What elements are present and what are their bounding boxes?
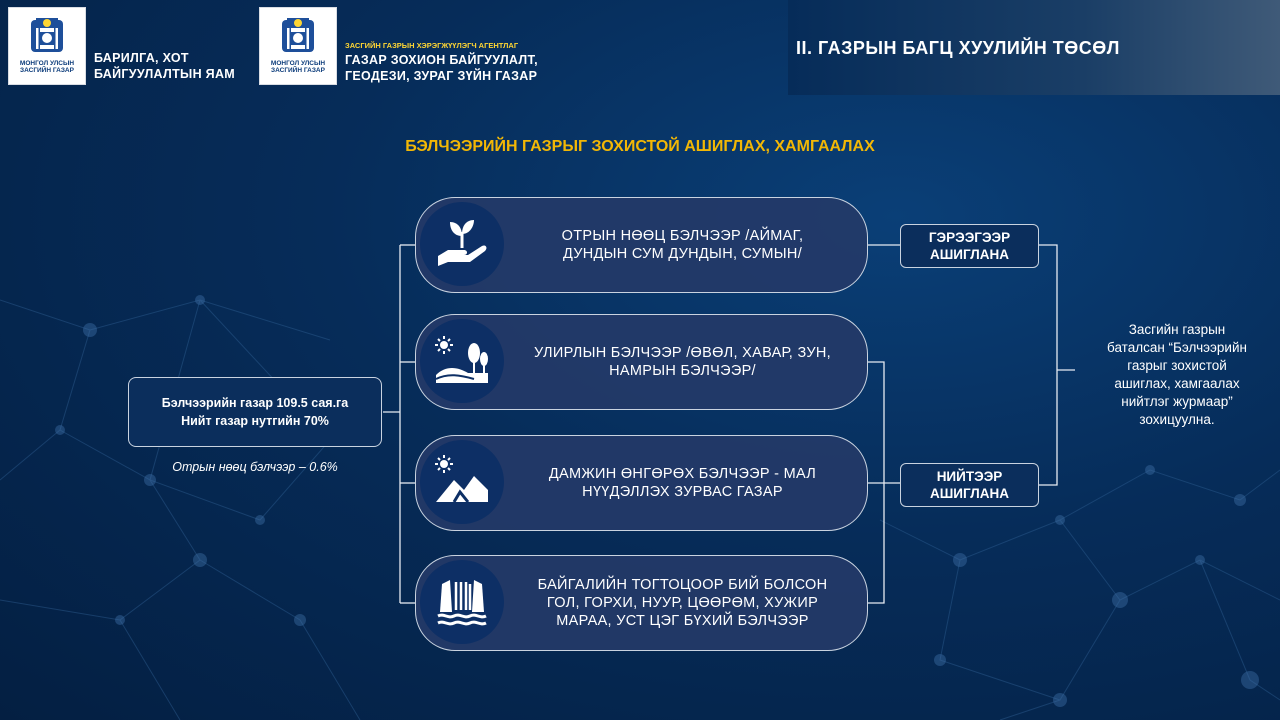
diagram-subtitle: БЭЛЧЭЭРИЙН ГАЗРЫГ ЗОХИСТОЙ АШИГЛАХ, ХАМГААЛАХ	[405, 138, 875, 155]
category-reserve-pasture	[415, 197, 868, 293]
logo-caption: МОНГОЛ УЛСЫН ЗАСГИЙН ГАЗАР	[270, 60, 326, 74]
category-label-line: УЛИРЛЫН БЭЛЧЭЭР /ӨВӨЛ, ХАВАР, ЗУН,	[534, 345, 831, 361]
usage-label-line: АШИГЛАНА	[929, 486, 1010, 501]
category-label-line: НҮҮДЭЛЛЭХ ЗУРВАС ГАЗАР	[582, 484, 783, 500]
usage-label-line: АШИГЛАНА	[929, 247, 1010, 262]
category-seasonal-pasture	[415, 314, 868, 410]
hand-plant-icon	[430, 212, 494, 276]
usage-label-line: ГЭРЭЭГЭЭР	[928, 230, 1011, 245]
category-transit-pasture	[415, 435, 868, 531]
category-label-line: МАРАА, УСТ ЦЭГ БҮХИЙ БЭЛЧЭЭР	[556, 613, 809, 629]
category-label-line: ОТРЫН НӨӨЦ БЭЛЧЭЭР /АЙМАГ,	[561, 228, 804, 244]
category-label-line: ДУНДЫН СУМ ДУНДЫН, СУМЫН/	[562, 246, 803, 262]
pasture-area-text: Бэлчээрийн газар 109.5 сая.га	[161, 396, 349, 410]
usage-label-line: НИЙТЭЭР	[936, 469, 1003, 484]
category-label-line: ДАМЖИН ӨНГӨРӨХ БЭЛЧЭЭР - МАЛ	[548, 466, 817, 482]
category-label-line: БАЙГАЛИЙН ТОГТОЦООР БИЙ БОЛСОН	[537, 577, 828, 593]
mountain-sun-icon	[430, 450, 494, 514]
agency-small-label: ЗАСГИЙН ГАЗРЫН ХЭРЭГЖҮҮЛЭГЧ АГЕНТЛАГ	[345, 41, 519, 50]
header-title: II. ГАЗРЫН БАГЦ ХУУЛИЙН ТӨСӨЛ	[796, 38, 1120, 58]
agency-name: ГАЗАР ЗОХИОН БАЙГУУЛАЛТ, ГЕОДЕЗИ, ЗУРАГ ЗҮЙН ГАЗАР	[345, 53, 538, 83]
ministry-name: БАРИЛГА, ХОТ БАЙГУУЛАЛТЫН ЯАМ	[94, 51, 235, 81]
pasture-total-box	[128, 377, 382, 447]
pasture-share-text: Нийт газар нутгийн 70%	[181, 414, 329, 428]
seasonal-pasture-icon	[430, 329, 494, 393]
reserve-pasture-note: Отрын нөөц бэлчээр – 0.6%	[172, 460, 338, 474]
category-label-line: ГОЛ, ГОРХИ, НУУР, ЦӨӨРӨМ, ХУЖИР	[546, 595, 819, 611]
public-usage-box	[900, 463, 1039, 507]
category-label-line: НАМРЫН БЭЛЧЭЭР/	[609, 363, 756, 379]
regulation-text: Засгийн газрын баталсан “Бэлчээрийн газрыг зохистой ашиглах, хамгаалах нийтлэг журмаар” зохицуулна.	[1107, 322, 1247, 427]
contract-usage-box	[900, 224, 1039, 268]
logo-caption: МОНГОЛ УЛСЫН ЗАСГИЙН ГАЗАР	[19, 60, 75, 74]
category-water-pasture	[415, 555, 868, 651]
waterfall-icon	[430, 570, 494, 634]
